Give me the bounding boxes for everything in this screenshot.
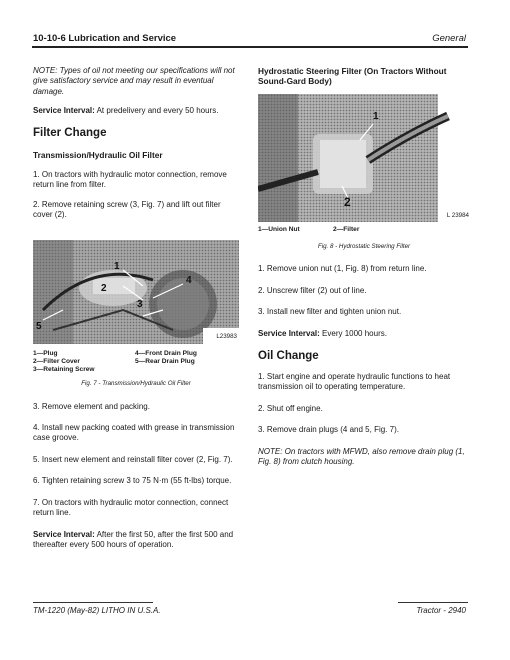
legend-item: 1—Plug <box>33 349 58 357</box>
legend-item: 5—Rear Drain Plug <box>135 357 195 365</box>
service-interval-2 <box>33 530 239 551</box>
legend-item: 2—Filter <box>333 225 360 233</box>
left-step-1: 1. On tractors with hydraulic motor connection, remove return line from filter. <box>33 170 227 190</box>
left-step-3: 3. Remove element and packing. <box>33 401 150 411</box>
left-step-7: 7. On tractors with hydraulic motor connection, connect return line. <box>33 497 229 518</box>
mfwd-note: NOTE: On tractors with MFWD, also remove drain plug (1, Fig. 8) from clutch housing. <box>258 446 465 467</box>
right-step-2: 2. Unscrew filter (2) out of line. <box>258 285 367 295</box>
left-step-6: 6. Tighten retaining screw 3 to 75 N·m (55 ft-lbs) torque. <box>33 476 232 486</box>
oil-step-1: 1. Start engine and operate hydraulic functions to heat transmission oil to operating temperature. <box>258 372 451 392</box>
fig7-label-4: 4 <box>186 274 192 286</box>
page-header-category: General <box>432 33 466 44</box>
fig7-label-3: 3 <box>137 298 143 310</box>
legend-item: 3—Retaining Screw <box>33 366 95 374</box>
heading-filter-change: Filter Change <box>33 126 107 139</box>
right-column <box>258 66 470 467</box>
legend-item: 1—Union Nut <box>258 225 300 233</box>
header-rule <box>32 46 468 48</box>
fig8-code: L 23984 <box>446 211 470 221</box>
heading-oil-change: Oil Change <box>258 350 319 363</box>
footer-right: Tractor - 2940 <box>416 606 466 615</box>
footer-rule-right <box>398 602 468 603</box>
fig7-label-2: 2 <box>101 282 107 294</box>
fig7-label-5: 5 <box>36 320 42 332</box>
oil-spec-note: NOTE: Types of oil not meeting our specifications will not give satisfactory service and may result in eventual damage. <box>33 66 235 96</box>
service-interval-3 <box>258 329 470 339</box>
service-interval-text: Every 1000 hours. <box>319 328 387 338</box>
legend-item: 2—Filter Cover <box>33 357 80 365</box>
service-interval-text: After the first 50, after the first 500 and thereafter every 500 hours of operation. <box>33 529 234 549</box>
figure-8-photo <box>258 94 470 222</box>
figure-7-photo <box>33 240 239 344</box>
left-step-2: 2. Remove retaining screw (3, Fig. 7) and lift out filter cover (2). <box>33 199 221 220</box>
left-step-4: 4. Install new packing coated with grease in transmission case groove. <box>33 423 235 443</box>
service-interval-text: At predelivery and every 50 hours. <box>94 106 219 116</box>
left-column <box>33 66 239 550</box>
heading-steering-filter: Hydrostatic Steering Filter (On Tractors Without Sound-Gard Body) <box>258 66 447 87</box>
transmission-filter-illustration <box>33 240 239 344</box>
fig8-label-2: 2 <box>344 194 351 209</box>
steering-filter-illustration <box>258 94 470 222</box>
fig7-caption: Fig. 7 - Transmission/Hydraulic Oil Filter <box>81 380 191 388</box>
oil-step-3: 3. Remove drain plugs (4 and 5, Fig. 7). <box>258 425 399 435</box>
oil-step-2: 2. Shut off engine. <box>258 403 323 413</box>
left-step-5: 5. Insert new element and reinstall filter cover (2, Fig. 7). <box>33 454 233 464</box>
service-interval-label: Service Interval: <box>258 328 320 338</box>
fig8-caption: Fig. 8 - Hydrostatic Steering Filter <box>317 243 411 251</box>
heading-transmission-filter: Transmission/Hydraulic Oil Filter <box>33 149 163 160</box>
fig7-code: L23983 <box>215 332 238 342</box>
service-interval-label: Service Interval: <box>33 106 95 116</box>
fig8-label-1: 1 <box>373 110 379 122</box>
footer-left: TM-1220 (May-82) LITHO IN U.S.A. <box>33 606 161 615</box>
right-step-1: 1. Remove union nut (1, Fig. 8) from return line. <box>258 264 427 274</box>
fig8-legend <box>258 226 470 234</box>
fig7-legend <box>33 350 239 375</box>
legend-item: 4—Front Drain Plug <box>135 349 197 357</box>
right-step-3: 3. Install new filter and tighten union nut. <box>258 307 402 317</box>
service-interval-label: Service Interval: <box>33 529 95 539</box>
fig7-label-1: 1 <box>114 260 120 272</box>
footer-rule-left <box>33 602 153 603</box>
page-header-section: 10-10-6 Lubrication and Service <box>33 33 177 44</box>
service-interval-1 <box>33 106 239 116</box>
